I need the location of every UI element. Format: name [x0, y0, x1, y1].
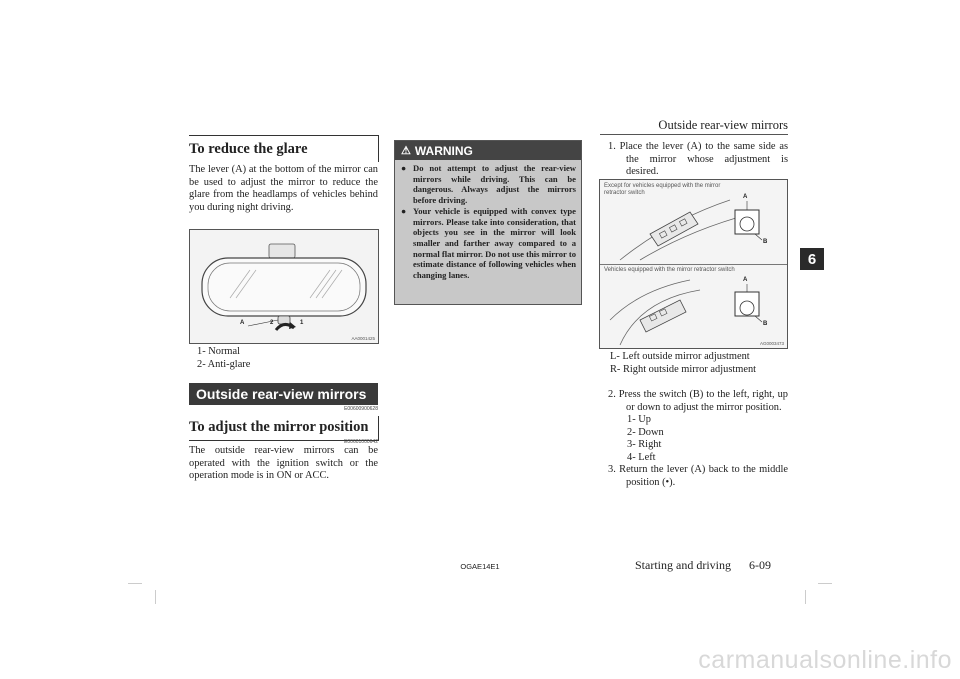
fig-label-b-bottom: B — [763, 321, 768, 327]
footer-page: 6-09 — [749, 558, 771, 572]
fig-label-a-top: A — [743, 194, 748, 200]
fig-label-b-top: B — [763, 239, 768, 245]
crop-mark — [128, 583, 142, 584]
glare-heading: To reduce the glare — [189, 141, 308, 157]
adjust-heading-box — [189, 416, 379, 441]
direction-right: 3- Right — [627, 439, 662, 451]
step-1: 1. Place the lever (A) to the same side as the mirror whose adjustment is desired. — [608, 141, 788, 178]
crop-mark — [155, 590, 156, 604]
fig-label-a: A — [240, 320, 245, 326]
step-2: 2. Press the switch (B) to the left, right, up or down to adjust the mirror position. — [608, 389, 788, 413]
warning-triangle-icon: ⚠ — [401, 145, 411, 157]
warning-body — [395, 160, 581, 281]
adjust-heading: To adjust the mirror position — [189, 419, 369, 435]
legend-item-left: L- Left outside mirror adjustment — [610, 351, 750, 362]
running-header: Outside rear-view mirrors — [658, 118, 788, 132]
warning-item: ● Your vehicle is equipped with convex type mirrors. Please take into consideration, that objects you see in the mirror will look smaller and farther away compared to a normal flat mirror. Do not use this mirror to estimate distance of following vehicles when changing lanes. — [401, 205, 576, 281]
section-heading: Outside rear-view mirrors — [189, 383, 378, 405]
fig-label-a-bottom: A — [743, 277, 748, 283]
adjust-text: The outside rear-view mirrors can be operated with the ignition switch or the operation mode is in ON or ACC. — [189, 445, 378, 482]
fig-bottom-caption: Vehicles equipped with the mirror retractor switch — [604, 267, 735, 273]
switch-illustration — [600, 180, 787, 348]
fig-label-1: 1 — [300, 320, 304, 326]
warning-item: ● Do not attempt to adjust the rear-view mirrors while driving. This can be dangerous. Always adjust the mirrors before driving. — [401, 163, 576, 206]
footer-code: OGAE14E1 — [460, 562, 500, 571]
watermark: carmanualsonline.info — [698, 646, 952, 674]
direction-up: 1- Up — [627, 414, 651, 425]
warning-header — [395, 141, 581, 160]
rearview-mirror-figure — [189, 229, 379, 344]
crop-mark — [818, 583, 832, 584]
legend-item-anti-glare: 2- Anti-glare — [197, 358, 251, 370]
direction-down: 2- Down — [627, 426, 664, 438]
warning-box — [394, 140, 582, 305]
glare-text: The lever (A) at the bottom of the mirror can be used to adjust the mirror to reduce the glare from the headlamps of vehicles behind you during night driving. — [189, 164, 378, 213]
legend-item-right: R- Right outside mirror adjustment — [610, 363, 757, 375]
crop-mark — [805, 590, 806, 604]
adjust-code: E00601000642 — [344, 439, 378, 445]
legend-item-normal: 1- Normal — [197, 346, 240, 357]
footer-section: Starting and driving — [635, 558, 731, 572]
glare-heading-box — [189, 135, 379, 162]
step-3: 3. Return the lever (A) back to the middle position (•). — [608, 464, 788, 488]
section-tab: 6 — [800, 248, 824, 270]
section-code: E00600900628 — [344, 406, 378, 412]
figure-code: AG0003473 — [759, 341, 784, 346]
mirror-illustration — [190, 230, 378, 343]
fig-top-caption: Except for vehicles equipped with the mirror retractor switch — [604, 183, 721, 196]
warning-title: WARNING — [414, 143, 473, 158]
bullet-icon: ● — [401, 163, 407, 173]
switch-figure — [599, 179, 788, 349]
direction-list — [600, 414, 815, 464]
mirror-legend — [189, 346, 386, 371]
lr-legend — [600, 351, 788, 376]
bullet-icon: ● — [401, 205, 407, 216]
direction-left: 4- Left — [627, 451, 656, 463]
header-rule — [600, 134, 788, 135]
fig-label-2: 2 — [270, 320, 274, 326]
figure-code: AA0001425 — [351, 336, 375, 341]
